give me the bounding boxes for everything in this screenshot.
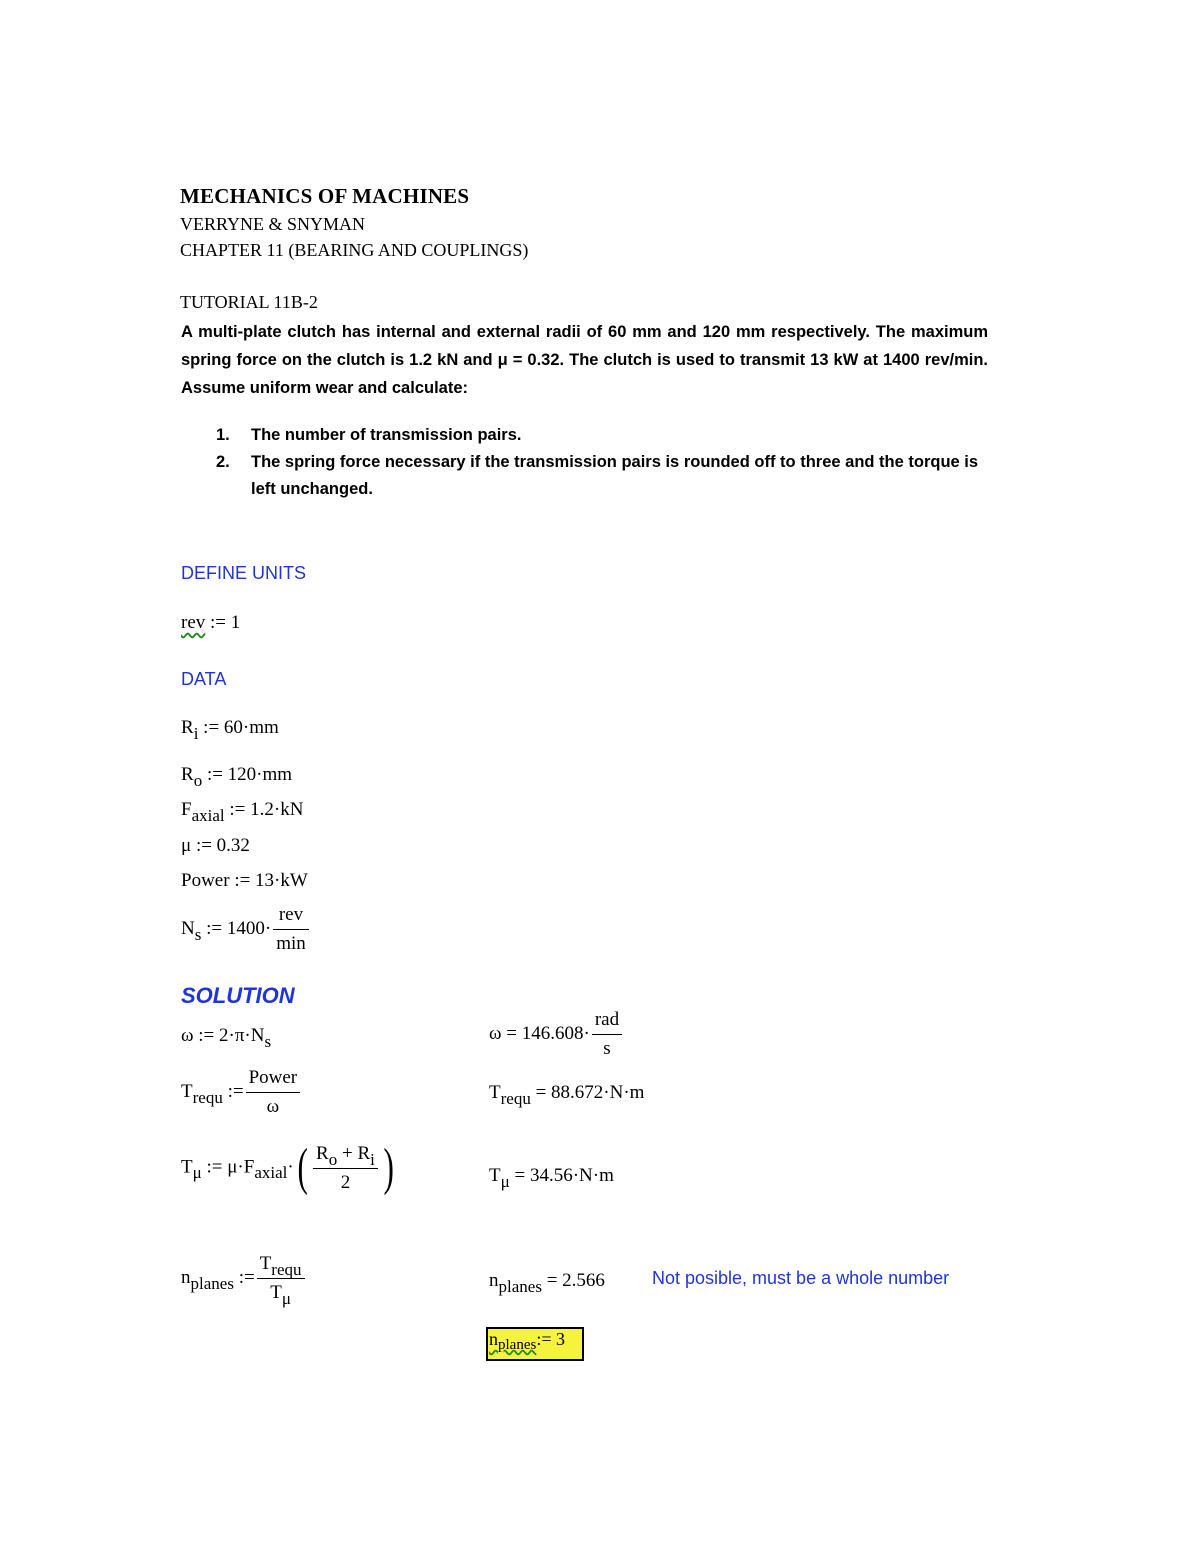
multiply-operator: · bbox=[287, 1156, 294, 1178]
variable-subscript: i bbox=[193, 724, 199, 743]
required-torque-result bbox=[489, 1082, 645, 1108]
variable-value: := 13·kW bbox=[234, 870, 308, 891]
rev-symbol: rev bbox=[181, 612, 206, 633]
list-item bbox=[216, 422, 988, 449]
document-title: MECHANICS OF MACHINES bbox=[180, 184, 470, 208]
variable-subscript: μ bbox=[192, 1163, 202, 1183]
question-list bbox=[216, 420, 988, 503]
fraction-denominator: 2 bbox=[340, 1171, 351, 1193]
result-value: = 34.56·N·m bbox=[514, 1165, 614, 1186]
variable-subscript: μ bbox=[281, 1289, 291, 1308]
variable-symbol: F bbox=[181, 799, 192, 820]
fraction-denominator: ω bbox=[266, 1096, 280, 1117]
fraction-denominator: s bbox=[603, 1038, 611, 1059]
assign-operator: := bbox=[227, 1080, 244, 1102]
fraction-numerator: rev bbox=[273, 903, 309, 930]
plus-operator: + bbox=[337, 1142, 358, 1164]
variable-symbol: Power bbox=[181, 870, 230, 891]
variable-symbol: T bbox=[489, 1165, 501, 1186]
variable-value: := 120·mm bbox=[206, 764, 293, 785]
variable-symbol: T bbox=[181, 1080, 193, 1102]
variable-symbol: n bbox=[489, 1329, 498, 1349]
friction-coefficient-definition bbox=[181, 835, 250, 857]
planes-definition bbox=[181, 1252, 307, 1308]
omega-result bbox=[489, 1008, 624, 1061]
variable-subscript: o bbox=[328, 1149, 338, 1169]
expression: μ·F bbox=[227, 1156, 255, 1178]
fraction-numerator bbox=[257, 1252, 305, 1279]
list-item bbox=[216, 449, 988, 503]
fraction bbox=[592, 1008, 622, 1061]
variable-subscript: axial bbox=[191, 806, 225, 825]
assign-operator: := bbox=[238, 1266, 255, 1288]
list-item-number: 2. bbox=[216, 453, 230, 471]
variable-symbol: T bbox=[259, 1253, 272, 1274]
variable-symbol: R bbox=[181, 717, 194, 738]
chapter-heading: CHAPTER 11 (BEARING AND COUPLINGS) bbox=[180, 240, 529, 260]
friction-torque-definition bbox=[181, 1140, 397, 1196]
variable-value: := 0.32 bbox=[195, 835, 250, 856]
fraction-numerator: rad bbox=[592, 1008, 622, 1035]
variable-subscript: s bbox=[194, 924, 202, 944]
axial-force-definition bbox=[181, 799, 304, 825]
variable-symbol: ω bbox=[181, 1025, 194, 1046]
required-torque-definition bbox=[181, 1066, 302, 1119]
fraction bbox=[313, 1142, 378, 1195]
authors: VERRYNE & SNYMAN bbox=[180, 214, 366, 234]
variable-subscript: o bbox=[193, 771, 203, 790]
power-definition bbox=[181, 870, 308, 892]
variable-subscript: requ bbox=[500, 1089, 531, 1108]
variable-symbol: R bbox=[181, 764, 194, 785]
inner-radius-definition bbox=[181, 717, 279, 743]
tutorial-heading: TUTORIAL 11B-2 bbox=[180, 292, 318, 312]
assign-operator: := bbox=[206, 1156, 223, 1178]
variable-symbol: R bbox=[316, 1142, 329, 1164]
variable-symbol: n bbox=[489, 1270, 499, 1291]
variable-subscript: planes bbox=[498, 1277, 542, 1296]
variable-subscript: s bbox=[264, 1032, 272, 1051]
variable-value: := 1.2·kN bbox=[229, 799, 304, 820]
fraction-denominator bbox=[257, 1279, 305, 1308]
variable-subscript: requ bbox=[271, 1260, 302, 1279]
result-value: ω = 146.608· bbox=[489, 1022, 590, 1044]
fraction bbox=[273, 903, 309, 956]
fraction-denominator: min bbox=[276, 933, 306, 954]
fraction bbox=[246, 1066, 301, 1119]
variable-symbol: R bbox=[357, 1142, 371, 1164]
variable-subscript: μ bbox=[500, 1172, 510, 1191]
rev-unit-definition bbox=[181, 612, 240, 634]
list-item-text: The spring force necessary if the transmission pairs is rounded off to three and the torque is left unchanged. bbox=[251, 453, 979, 498]
variable-subscript: axial bbox=[254, 1163, 288, 1183]
variable-subscript: i bbox=[370, 1149, 375, 1169]
fraction bbox=[257, 1252, 305, 1308]
section-solution: SOLUTION bbox=[181, 983, 295, 1008]
rev-definition: := 1 bbox=[210, 612, 241, 633]
variable-symbol: n bbox=[181, 1266, 191, 1288]
planes-override bbox=[489, 1329, 565, 1353]
variable-symbol: μ bbox=[181, 835, 192, 856]
variable-value: := 1400· bbox=[206, 917, 272, 939]
variable-subscript: planes bbox=[498, 1337, 537, 1353]
annotation-note: Not posible, must be a whole number bbox=[652, 1268, 950, 1288]
planes-result bbox=[489, 1270, 605, 1296]
variable-subscript: requ bbox=[192, 1087, 223, 1107]
expression: := 2·π·N bbox=[198, 1025, 265, 1046]
result-value: = 2.566 bbox=[546, 1270, 605, 1291]
fraction-numerator: Power bbox=[246, 1066, 301, 1093]
variable-symbol: T bbox=[181, 1156, 193, 1178]
outer-radius-definition bbox=[181, 764, 293, 790]
section-define-units: DEFINE UNITS bbox=[181, 563, 307, 583]
result-value: = 88.672·N·m bbox=[535, 1082, 645, 1103]
variable-symbol: T bbox=[489, 1082, 501, 1103]
variable-subscript: planes bbox=[190, 1273, 234, 1293]
variable-symbol: T bbox=[270, 1282, 282, 1303]
list-item-text: The number of transmission pairs. bbox=[251, 426, 522, 444]
left-parenthesis: ( bbox=[297, 1139, 308, 1196]
friction-torque-result bbox=[489, 1165, 614, 1191]
right-parenthesis: ) bbox=[383, 1139, 394, 1196]
fraction-numerator bbox=[313, 1142, 378, 1169]
omega-definition bbox=[181, 1025, 272, 1051]
variable-value: := 60·mm bbox=[203, 717, 279, 738]
problem-statement: A multi-plate clutch has internal and external radii of 60 mm and 120 mm respectively. The maximum spring force on the clutch is 1.2 kN and μ = 0.32. The clutch is used to transmit 13 kW at 1400 rev/min. Assume uniform wear and calculate: bbox=[181, 323, 988, 397]
speed-definition bbox=[181, 903, 311, 956]
list-item-number: 1. bbox=[216, 426, 230, 444]
override-symbol bbox=[489, 1329, 537, 1353]
override-value: := 3 bbox=[536, 1329, 565, 1349]
variable-symbol: N bbox=[181, 917, 195, 939]
section-data: DATA bbox=[181, 669, 227, 689]
